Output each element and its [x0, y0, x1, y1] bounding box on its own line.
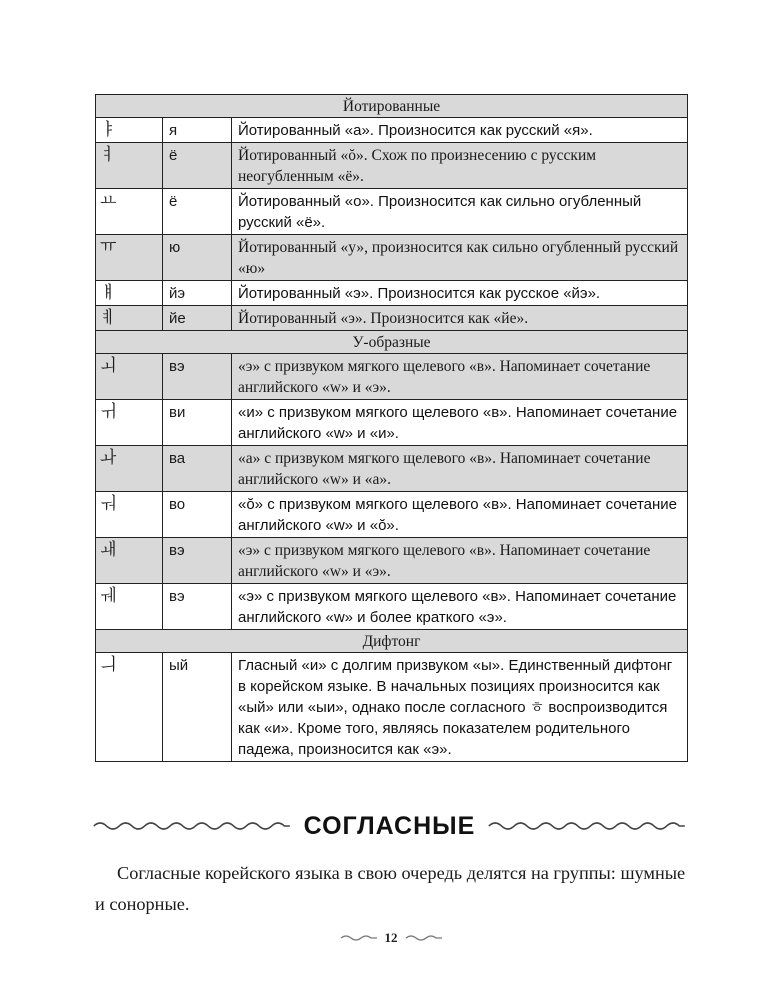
section-header-row — [96, 95, 688, 118]
table-row — [96, 538, 688, 584]
table-row — [96, 653, 688, 762]
table-row — [96, 118, 688, 143]
hangul-cell: ㅙ — [96, 538, 163, 584]
hangul-cell: ㅟ — [96, 400, 163, 446]
vowels-table — [95, 94, 688, 762]
left-wave-ornament — [92, 819, 292, 833]
section-heading — [92, 808, 687, 844]
romanization-cell: йэ — [163, 281, 232, 306]
table-row — [96, 235, 688, 281]
hangul-cell: ㅢ — [96, 653, 163, 762]
table-row — [96, 143, 688, 189]
romanization-cell: йе — [163, 306, 232, 331]
hangul-cell: ㅒ — [96, 281, 163, 306]
romanization-cell: ый — [163, 653, 232, 762]
hangul-cell: ㅕ — [96, 143, 163, 189]
page-number: 12 — [384, 930, 398, 945]
romanization-cell: ё — [163, 189, 232, 235]
section-header-row — [96, 331, 688, 354]
section-title: У-образные — [96, 331, 688, 354]
description-cell: Йотированный «ŏ». Схож по произнесению с русским неогубленным «ё». — [232, 143, 688, 189]
romanization-cell: я — [163, 118, 232, 143]
table-row — [96, 281, 688, 306]
table-row — [96, 446, 688, 492]
hangul-cell: ㅛ — [96, 189, 163, 235]
table-row — [96, 584, 688, 630]
description-cell: Йотированный «э». Произносится как русское «йэ». — [232, 281, 688, 306]
hangul-cell: ㅚ — [96, 354, 163, 400]
hangul-cell: ㅖ — [96, 306, 163, 331]
section-title: Дифтонг — [96, 630, 688, 653]
description-cell: Йотированный «у», произносится как сильно огубленный русский «ю» — [232, 235, 688, 281]
section-title: Йотированные — [96, 95, 688, 118]
body-paragraph: Согласные корейского языка в свою очередь делятся на группы: шумные и сонорные. — [95, 863, 686, 914]
table-row — [96, 354, 688, 400]
table-row — [96, 400, 688, 446]
hangul-cell: ㅠ — [96, 235, 163, 281]
right-wave-ornament — [487, 819, 687, 833]
romanization-cell: ю — [163, 235, 232, 281]
romanization-cell: вэ — [163, 584, 232, 630]
description-cell: Йотированный «о». Произносится как сильно огубленный русский «ё». — [232, 189, 688, 235]
heading-title: СОГЛАСНЫЕ — [303, 811, 476, 840]
romanization-cell: ё — [163, 143, 232, 189]
hangul-cell: ㅑ — [96, 118, 163, 143]
table-row — [96, 492, 688, 538]
description-cell: «и» с призвуком мягкого щелевого «в». Напоминает сочетание английского «w» и «и». — [232, 400, 688, 446]
romanization-cell: ви — [163, 400, 232, 446]
table-row — [96, 189, 688, 235]
description-cell: «а» с призвуком мягкого щелевого «в». Напоминает сочетание английского «w» и «а». — [232, 446, 688, 492]
hangul-cell: ㅞ — [96, 584, 163, 630]
romanization-cell: во — [163, 492, 232, 538]
hangul-cell: ㅘ — [96, 446, 163, 492]
description-cell: «э» с призвуком мягкого щелевого «в». Напоминает сочетание английского «w» и более краткого «э». — [232, 584, 688, 630]
page-footer — [331, 928, 451, 948]
section-header-row — [96, 630, 688, 653]
romanization-cell: ва — [163, 446, 232, 492]
romanization-cell: вэ — [163, 354, 232, 400]
footer-left-ornament — [340, 933, 378, 943]
description-cell: «э» с призвуком мягкого щелевого «в». Напоминает сочетание английского «w» и «э». — [232, 538, 688, 584]
description-cell: Йотированный «а». Произносится как русский «я». — [232, 118, 688, 143]
table-row — [96, 306, 688, 331]
footer-right-ornament — [405, 933, 443, 943]
description-cell: «ŏ» с призвуком мягкого щелевого «в». Напоминает сочетание английского «w» и «ŏ». — [232, 492, 688, 538]
description-cell: «э» с призвуком мягкого щелевого «в». Напоминает сочетание английского «w» и «э». — [232, 354, 688, 400]
description-cell: Гласный «и» с долгим призвуком «ы». Единственный дифтонг в корейском языке. В начальных позициях произносится как «ый» или «ыи», однако после согласного ㅎ воспроизводится как «и». Кроме того, являясь показателем родительного падежа, произносится как «э». — [232, 653, 688, 762]
hangul-cell: ㅝ — [96, 492, 163, 538]
romanization-cell: вэ — [163, 538, 232, 584]
description-cell: Йотированный «э». Произносится как «йе». — [232, 306, 688, 331]
